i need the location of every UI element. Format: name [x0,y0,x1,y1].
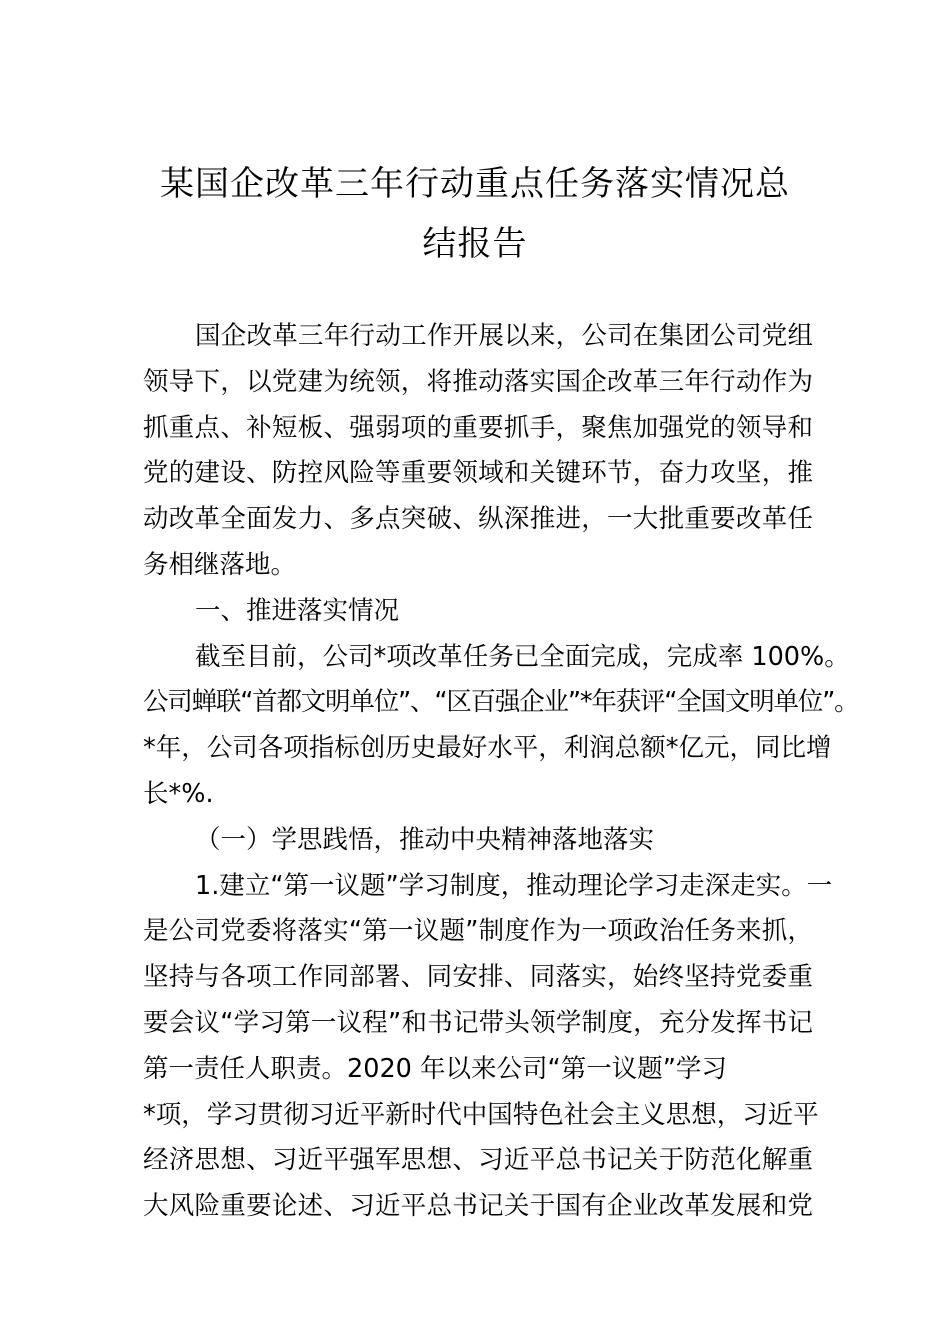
paragraph-line: 领导下，以党建为统领，将推动落实国企改革三年行动作为 [143,366,813,397]
paragraph-line: 是公司党委将落实“第一议题”制度作为一项政治任务来抓， [143,916,813,947]
paragraph-line: 党的建设、防控风险等重要领域和关键环节，奋力攻坚，推 [143,458,813,489]
paragraph-line: 大风险重要论述、习近平总书记关于国有企业改革发展和党 [143,1191,813,1222]
document-title-line-2: 结报告 [422,224,528,264]
paragraph-line: *项，学习贯彻习近平新时代中国特色社会主义思想，习近平 [143,1099,819,1130]
paragraph-line: 1.建立“第一议题”学习制度，推动理论学习走深走实。一 [195,870,833,901]
paragraph-line: 公司蝉联“首都文明单位”、“区百强企业”*年获评“全国文明单位”。 [143,687,859,718]
paragraph-line: 务相继落地。 [143,549,297,580]
subsection-heading: （一）学思践悟，推动中央精神落地落实 [195,824,655,855]
paragraph-line: 坚持与各项工作同部署、同安排、同落实，始终坚持党委重 [143,962,813,993]
paragraph-line: 国企改革三年行动工作开展以来，公司在集团公司党组 [195,321,813,351]
paragraph-line: *年，公司各项指标创历史最好水平，利润总额*亿元，同比增 [143,733,832,764]
paragraph-line: 第一责任人职责。2020 年以来公司“第一议题”学习 [143,1053,727,1084]
paragraph-line: 要会议“学习第一议程”和书记带头领学制度，充分发挥书记 [143,1007,813,1038]
document-title-line-1: 某国企改革三年行动重点任务落实情况总 [160,164,790,204]
paragraph-line: 动改革全面发力、多点突破、纵深推进，一大批重要改革任 [143,504,813,535]
paragraph-line: 抓重点、补短板、强弱项的重要抓手，聚焦加强党的领导和 [143,412,813,443]
paragraph-line: 经济思想、习近平强军思想、习近平总书记关于防范化解重 [143,1145,813,1176]
paragraph-line: 截至目前，公司*项改革任务已全面完成，完成率 100%。 [195,641,850,672]
paragraph-line: 长*%. [143,778,214,809]
section-heading: 一、推进落实情况 [195,595,400,626]
document-body [143,314,859,1230]
